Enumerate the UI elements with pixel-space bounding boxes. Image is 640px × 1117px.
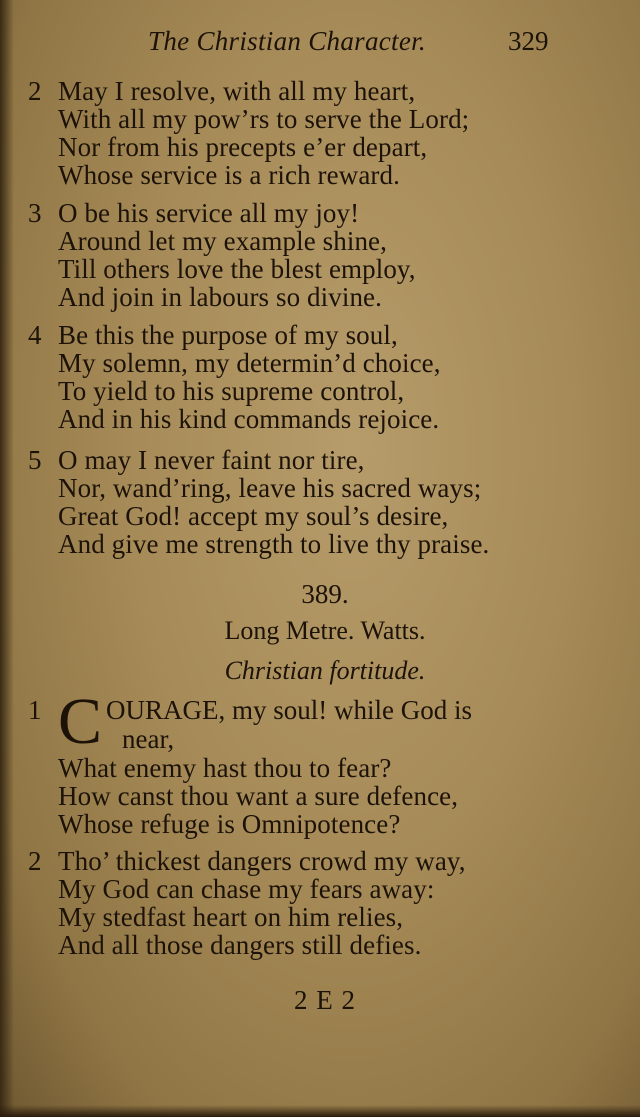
stanza-number: 3 xyxy=(28,198,42,228)
stanza-number: 5 xyxy=(28,445,42,475)
meter-line: Long Metre. Watts. xyxy=(224,616,426,645)
verse-line: near, xyxy=(122,724,175,754)
verse-line: Around let my example shine, xyxy=(58,226,387,256)
stanza-number: 2 xyxy=(28,846,42,876)
stanza-number: 2 xyxy=(28,76,42,106)
verse-line: My solemn, my determin’d choice, xyxy=(58,348,441,378)
verse-line: Be this the purpose of my soul, xyxy=(58,320,398,350)
verse-line: O be his service all my joy! xyxy=(58,198,360,228)
verse-line: O may I never faint nor tire, xyxy=(58,445,365,475)
verse-line: My God can chase my fears away: xyxy=(58,874,435,904)
hymn-number: 389. xyxy=(301,579,349,609)
verse-line: And join in labours so divine. xyxy=(58,282,382,312)
verse-line: Nor from his precepts e’er depart, xyxy=(58,132,428,162)
stanza-number: 4 xyxy=(28,320,42,350)
verse-line: Great God! accept my soul’s desire, xyxy=(58,501,449,531)
verse-line: And all those dangers still defies. xyxy=(58,930,422,960)
verse-line: Tho’ thickest dangers crowd my way, xyxy=(58,846,466,876)
drop-cap: C xyxy=(58,685,103,758)
running-head xyxy=(0,26,640,60)
verse-line: And give me strength to live thy praise. xyxy=(58,529,490,559)
verse-line: OURAGE, my soul! while God is xyxy=(106,695,472,725)
verse-line: How canst thou want a sure defence, xyxy=(58,781,459,811)
verse-line: Nor, wand’ring, leave his sacred ways; xyxy=(58,473,482,503)
verse-line: My stedfast heart on him relies, xyxy=(58,902,404,932)
page-number: 329 xyxy=(508,26,549,56)
verse-line: May I resolve, with all my heart, xyxy=(58,76,416,106)
signature-mark: 2 E 2 xyxy=(294,985,356,1015)
verse-line: With all my pow’rs to serve the Lord; xyxy=(58,104,470,134)
hymn-title: Christian fortitude. xyxy=(224,656,426,685)
verse-line: Whose service is a rich reward. xyxy=(58,160,400,190)
stanza-number: 1 xyxy=(28,695,42,725)
running-title: The Christian Character. xyxy=(148,26,426,56)
verse-line: And in his kind commands rejoice. xyxy=(58,404,440,434)
verse-line: Whose refuge is Omnipotence? xyxy=(58,809,401,839)
verse-line: Till others love the blest employ, xyxy=(58,254,416,284)
verse-line: To yield to his supreme control, xyxy=(58,376,405,406)
verse-line: What enemy hast thou to fear? xyxy=(58,753,392,783)
